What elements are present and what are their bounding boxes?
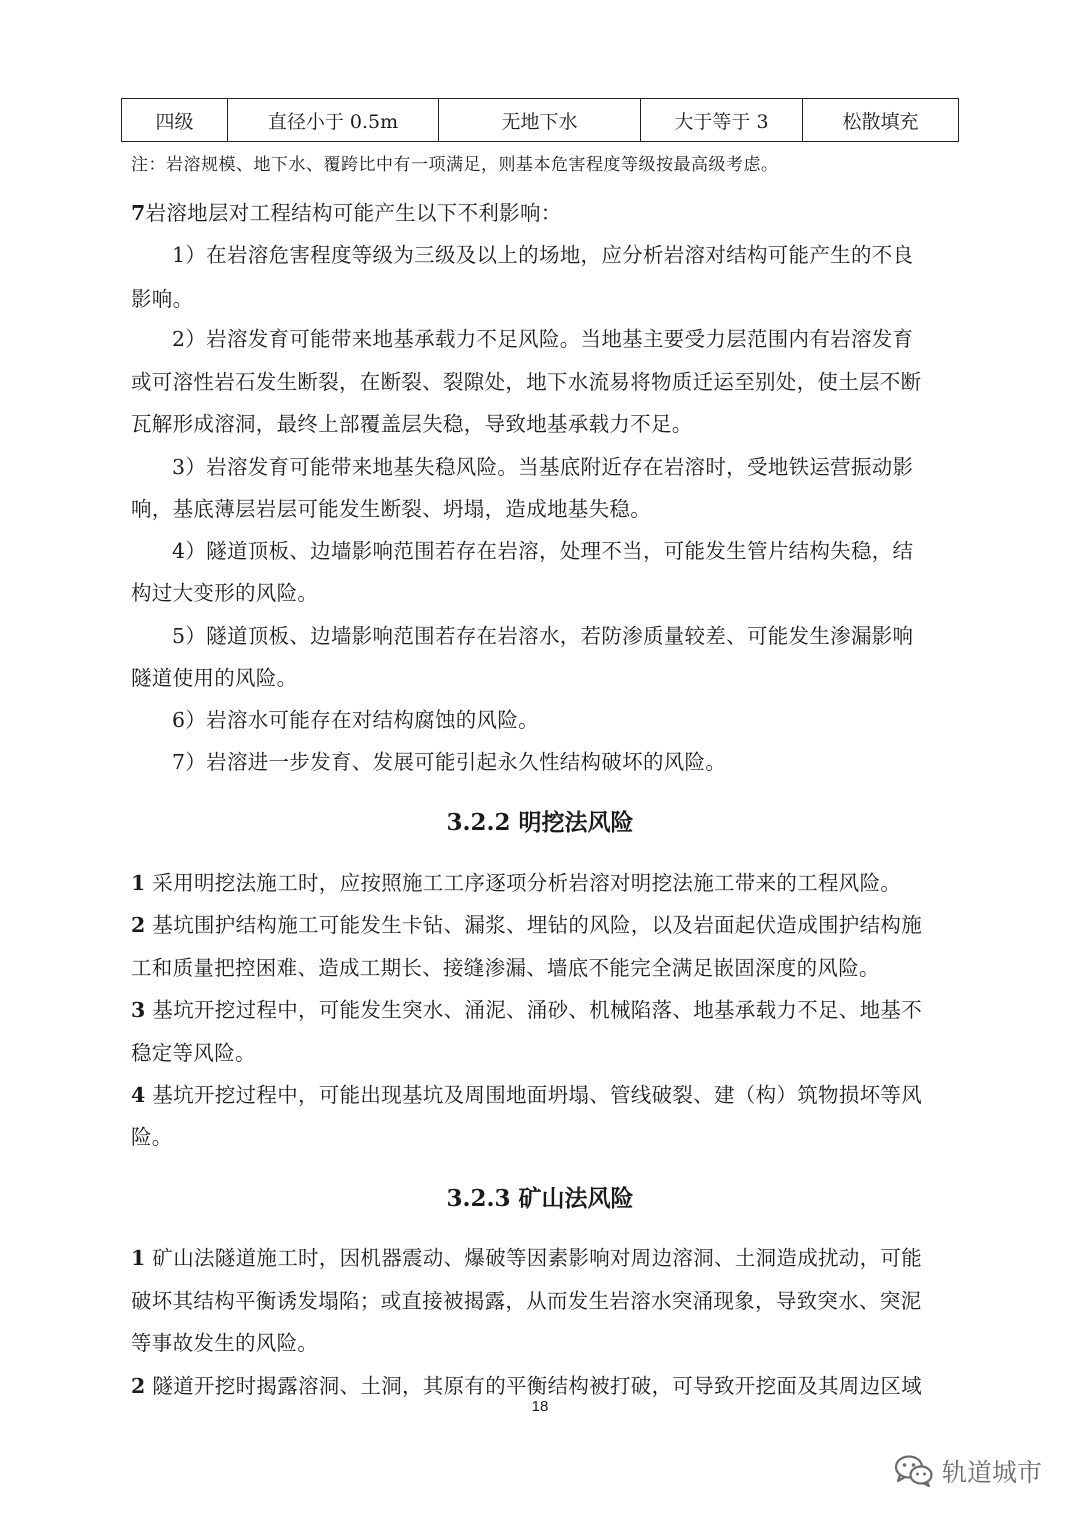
s322-para-4-line-1: 4 基坑开挖过程中，可能出现基坑及周围地面坍塌、管线破裂、建（构）筑物损坏等风 [131, 1083, 923, 1107]
s323-para-1-line-1: 1 矿山法隧道施工时，因机器震动、爆破等因素影响对周边溶洞、土洞造成扰动，可能 [131, 1246, 923, 1270]
section7-item-2-line-1: 2）岩溶发育可能带来地基承载力不足风险。当地基主要受力层范围内有岩溶发育 [172, 327, 914, 351]
section7-title: 7岩溶地层对工程结构可能产生以下不利影响： [131, 201, 562, 225]
heading-3-2-3: 3.2.3 矿山法风险 [446, 1185, 634, 1212]
section7-item-7: 7）岩溶进一步发育、发展可能引起永久性结构破坏的风险。 [172, 750, 727, 774]
page-number: 18 [531, 1398, 549, 1415]
s322-para-2-line-1: 2 基坑围护结构施工可能发生卡钻、漏浆、埋钻的风险，以及岩面起伏造成围护结构施 [131, 913, 923, 937]
watermark [894, 1453, 1042, 1489]
s323-para-1-line-3: 等事故发生的风险。 [131, 1331, 319, 1355]
table-cell-ratio: 大于等于 3 [641, 99, 803, 142]
heading-3-2-2: 3.2.2 明挖法风险 [446, 809, 634, 836]
watermark-text: 轨道城市 [942, 1458, 1043, 1487]
s322-para-3-line-2: 稳定等风险。 [131, 1041, 256, 1065]
section7-item-5-line-2: 隧道使用的风险。 [131, 666, 298, 690]
table-cell-groundwater: 无地下水 [439, 99, 641, 142]
table-cell-grade: 四级 [122, 99, 228, 142]
s322-para-3-line-1: 3 基坑开挖过程中，可能发生突水、涌泥、涌砂、机械陷落、地基承载力不足、地基不 [131, 998, 923, 1022]
section7-item-3-line-2: 响，基底薄层岩层可能发生断裂、坍塌，造成地基失稳。 [131, 497, 651, 521]
table-row [122, 99, 959, 142]
section7-item-4-line-1: 4）隧道顶板、边墙影响范围若存在岩溶，处理不当，可能发生管片结构失稳，结 [172, 539, 914, 563]
section7-item-5-line-1: 5）隧道顶板、边墙影响范围若存在岩溶水，若防渗质量较差、可能发生渗漏影响 [172, 624, 914, 648]
section7-item-3-line-1: 3）岩溶发育可能带来地基失稳风险。当基底附近存在岩溶时，受地铁运营振动影 [172, 455, 914, 479]
s323-para-2-line-1: 2 隧道开挖时揭露溶洞、土洞，其原有的平衡结构被打破，可导致开挖面及其周边区域 [131, 1374, 923, 1398]
s322-para-1: 1 采用明挖法施工时，应按照施工工序逐项分析岩溶对明挖法施工带来的工程风险。 [131, 871, 902, 895]
s322-para-2-line-2: 工和质量把控困难、造成工期长、接缝渗漏、墙底不能完全满足嵌固深度的风险。 [131, 956, 880, 980]
section7-item-2-line-3: 瓦解形成溶洞，最终上部覆盖层失稳，导致地基承载力不足。 [131, 412, 693, 436]
table-cell-filling: 松散填充 [803, 99, 959, 142]
table-note: 注：岩溶规模、地下水、覆跨比中有一项满足，则基本危害程度等级按最高级考虑。 [131, 155, 779, 175]
wechat-icon [894, 1454, 934, 1488]
table-cell-scale: 直径小于 0.5m [228, 99, 439, 142]
section7-item-1-line-1: 1）在岩溶危害程度等级为三级及以上的场地，应分析岩溶对结构可能产生的不良 [172, 243, 914, 267]
s322-para-4-line-2: 险。 [131, 1125, 173, 1149]
karst-grade-table [121, 98, 959, 142]
section7-item-1-line-2: 影响。 [131, 287, 194, 311]
section7-item-2-line-2: 或可溶性岩石发生断裂，在断裂、裂隙处，地下水流易将物质迁运至别处，使土层不断 [131, 370, 922, 394]
s323-para-1-line-2: 破坏其结构平衡诱发塌陷；或直接被揭露，从而发生岩溶水突涌现象，导致突水、突泥 [131, 1289, 922, 1313]
section7-item-6: 6）岩溶水可能存在对结构腐蚀的风险。 [172, 708, 539, 732]
section7-item-4-line-2: 构过大变形的风险。 [131, 581, 319, 605]
